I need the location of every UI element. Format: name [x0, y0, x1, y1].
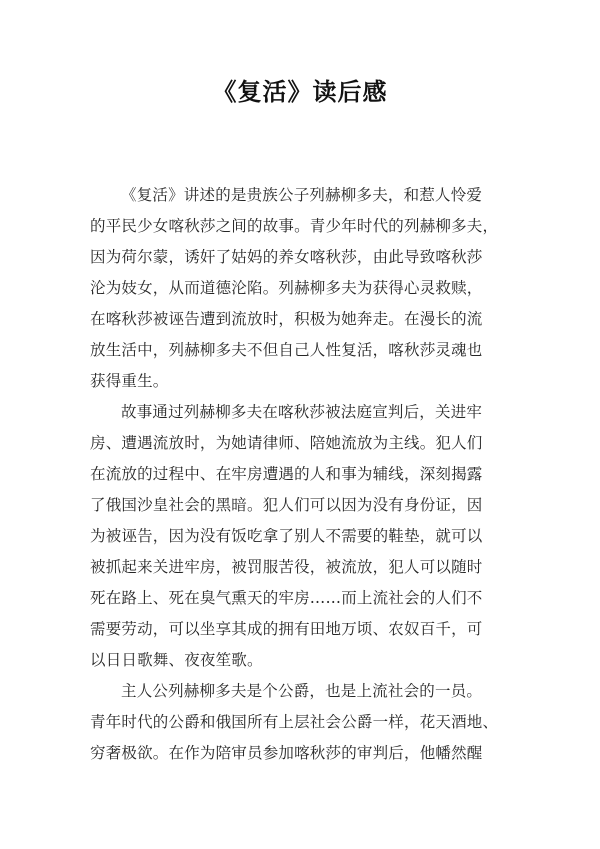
paragraph-1-line-5: 在喀秋莎被诬告遭到流放时，积极为她奔走。在漫长的流	[90, 310, 483, 328]
paragraph-2-line-7: 死在路上、死在臭气熏天的牢房……而上流社会的人们不	[90, 589, 483, 607]
paragraph-3-line-2: 青年时代的公爵和俄国所有上层社会公爵一样，花天酒地、	[90, 713, 499, 731]
essay-body	[90, 180, 500, 769]
paragraph-2-line-8: 需要劳动，可以坐享其成的拥有田地万顷、农奴百千，可	[90, 620, 483, 638]
paragraph-2-line-6: 被抓起来关进牢房，被罚服苦役，被流放，犯人可以随时	[90, 558, 483, 576]
paragraph-3-line-3: 穷奢极欲。在作为陪审员参加喀秋莎的审判后，他幡然醒	[90, 744, 483, 762]
paragraph-1-line-2: 的平民少女喀秋莎之间的故事。青少年时代的列赫柳多夫，	[90, 217, 499, 235]
paragraph-3-line-1: 主人公列赫柳多夫是个公爵，也是上流社会的一员。	[121, 682, 483, 700]
paragraph-1-line-6: 放生活中，列赫柳多夫不但自己人性复活，喀秋莎灵魂也	[90, 341, 483, 359]
paragraph-2-line-5: 为被诬告，因为没有饭吃拿了别人不需要的鞋垫，就可以	[90, 527, 483, 545]
paragraph-2-line-2: 房、遭遇流放时，为她请律师、陪她流放为主线。犯人们	[90, 434, 483, 452]
page-title: 《复活》读后感	[212, 78, 388, 106]
paragraph-1-line-1: 《复活》讲述的是贵族公子列赫柳多夫，和惹人怜爱	[121, 186, 483, 204]
paragraph-1-line-7: 获得重生。	[90, 372, 169, 390]
paragraph-1-line-4: 沦为妓女，从而道德沦陷。列赫柳多夫为获得心灵救赎，	[90, 279, 483, 297]
paragraph-2-line-4: 了俄国沙皇社会的黑暗。犯人们可以因为没有身份证，因	[90, 496, 483, 514]
paragraph-2-line-9: 以日日歌舞、夜夜笙歌。	[90, 651, 263, 669]
paragraph-1-line-3: 因为荷尔蒙，诱奸了姑妈的养女喀秋莎，由此导致喀秋莎	[90, 248, 483, 266]
paragraph-2-line-1: 故事通过列赫柳多夫在喀秋莎被法庭宣判后，关进牢	[121, 403, 483, 421]
paragraph-2-line-3: 在流放的过程中、在牢房遭遇的人和事为辅线，深刻揭露	[90, 465, 483, 483]
